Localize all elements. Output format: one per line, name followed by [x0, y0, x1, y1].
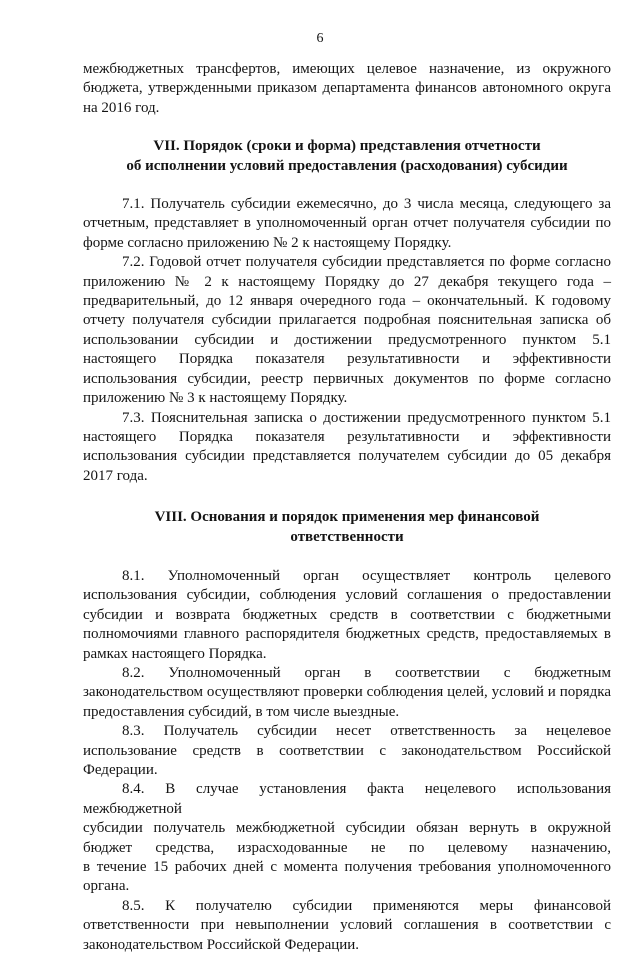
section-title-line: VIII. Основания и порядок применения мер финансовой: [154, 509, 540, 526]
intro-paragraph: [83, 60, 611, 118]
section-8-heading: [83, 508, 611, 547]
text-line: 8.4. В случае установления факта нецелевого использования межбюджетной: [83, 781, 611, 817]
text-line: 8.5. К получателю субсидии применяются меры финансовой: [122, 897, 611, 914]
text-line: отчету получателя субсидии прилагается подробная пояснительная записка об: [83, 312, 611, 329]
section-title-line: ответственности: [290, 528, 404, 545]
paragraph-8-4: [83, 780, 611, 896]
text-line: 8.2. Уполномоченный орган в соответствии с бюджетным: [122, 664, 611, 681]
text-line: использования субсидии, соблюдения условий соглашения о предоставлении: [83, 587, 611, 604]
section-title-line: об исполнении условий предоставления (расходования) субсидии: [126, 157, 568, 174]
text-line: бюджет средства, израсходованные не по целевому назначению,: [83, 839, 611, 856]
paragraph-7-3: [83, 409, 611, 487]
text-line: приложению № 2 к настоящему Порядку до 27 декабря текущего года –: [83, 273, 611, 290]
paragraph-8-3: [83, 722, 611, 780]
paragraph-8-1: [83, 567, 611, 664]
text-line: приложению № 3 к настоящему Порядку.: [83, 390, 348, 407]
text-line: бюджета, утвержденными приказом департамента финансов автономного округа: [83, 80, 611, 97]
text-line: настоящего Порядка показателя результативности и эффективности: [83, 428, 611, 445]
text-line: 7.1. Получатель субсидии ежемесячно, до 3 числа месяца, следующего за: [122, 196, 611, 213]
paragraph-8-5: [83, 897, 611, 955]
text-line: 7.2. Годовой отчет получателя субсидии представляется по форме согласно: [122, 254, 611, 271]
text-line: 8.3. Получатель субсидии несет ответственность за нецелевое: [122, 723, 611, 740]
text-line: отчетным, представляет в уполномоченный орган отчет получателя субсидии по: [83, 215, 611, 232]
text-line: использовании субсидии и достижении предусмотренного пунктом 5.1: [83, 331, 611, 348]
text-line: предоставления субсидий, в том числе выездные.: [83, 703, 400, 720]
page-number: 6: [316, 31, 324, 46]
text-line: настоящего Порядка показателя результативности и эффективности: [83, 351, 611, 368]
text-line: органа.: [83, 878, 130, 895]
text-line: законодательством осуществляют проверки соблюдения целей, условий и порядка: [83, 684, 611, 701]
text-line: форме согласно приложению № 2 к настоящему Порядку.: [83, 234, 452, 251]
text-line: субсидии получатель межбюджетной субсидии обязан вернуть в окружной: [83, 820, 611, 837]
document-body: [83, 60, 611, 955]
section-7-heading: [83, 137, 611, 176]
text-line: субсидии и возврата бюджетных средств в соответствии с бюджетными: [83, 606, 611, 623]
paragraph-8-2: [83, 664, 611, 722]
text-line: полномочиями главного распорядителя бюджетных средств, предоставляемых в: [83, 626, 611, 643]
paragraph-7-2: [83, 253, 611, 408]
text-line: ответственности при невыполнении условий соглашения в соответствии с: [83, 917, 611, 934]
text-line: в течение 15 рабочих дней с момента получения требования уполномоченного: [83, 859, 611, 876]
paragraph-7-1: [83, 195, 611, 253]
text-line: 2017 года.: [83, 467, 148, 484]
text-line: предварительный, до 12 января очередного года – окончательный. К годовому: [83, 293, 611, 310]
text-line: межбюджетных трансфертов, имеющих целевое назначение, из окружного: [83, 61, 611, 77]
text-line: использования субсидии представляется получателем субсидии до 05 декабря: [83, 448, 611, 465]
text-line: использования субсидии, реестр первичных документов по форме согласно: [83, 370, 611, 387]
section-title-line: VII. Порядок (сроки и форма) представления отчетности: [153, 138, 541, 155]
text-line: законодательством Российской Федерации.: [83, 936, 360, 953]
text-line: 8.1. Уполномоченный орган осуществляет контроль целевого: [122, 567, 611, 584]
text-line: рамках настоящего Порядка.: [83, 645, 267, 662]
text-line: Федерации.: [83, 762, 158, 778]
text-line: на 2016 год.: [83, 99, 160, 116]
text-line: использование средств в соответствии с законодательством Российской: [83, 742, 611, 759]
text-line: 7.3. Пояснительная записка о достижении предусмотренного пунктом 5.1: [122, 409, 611, 426]
